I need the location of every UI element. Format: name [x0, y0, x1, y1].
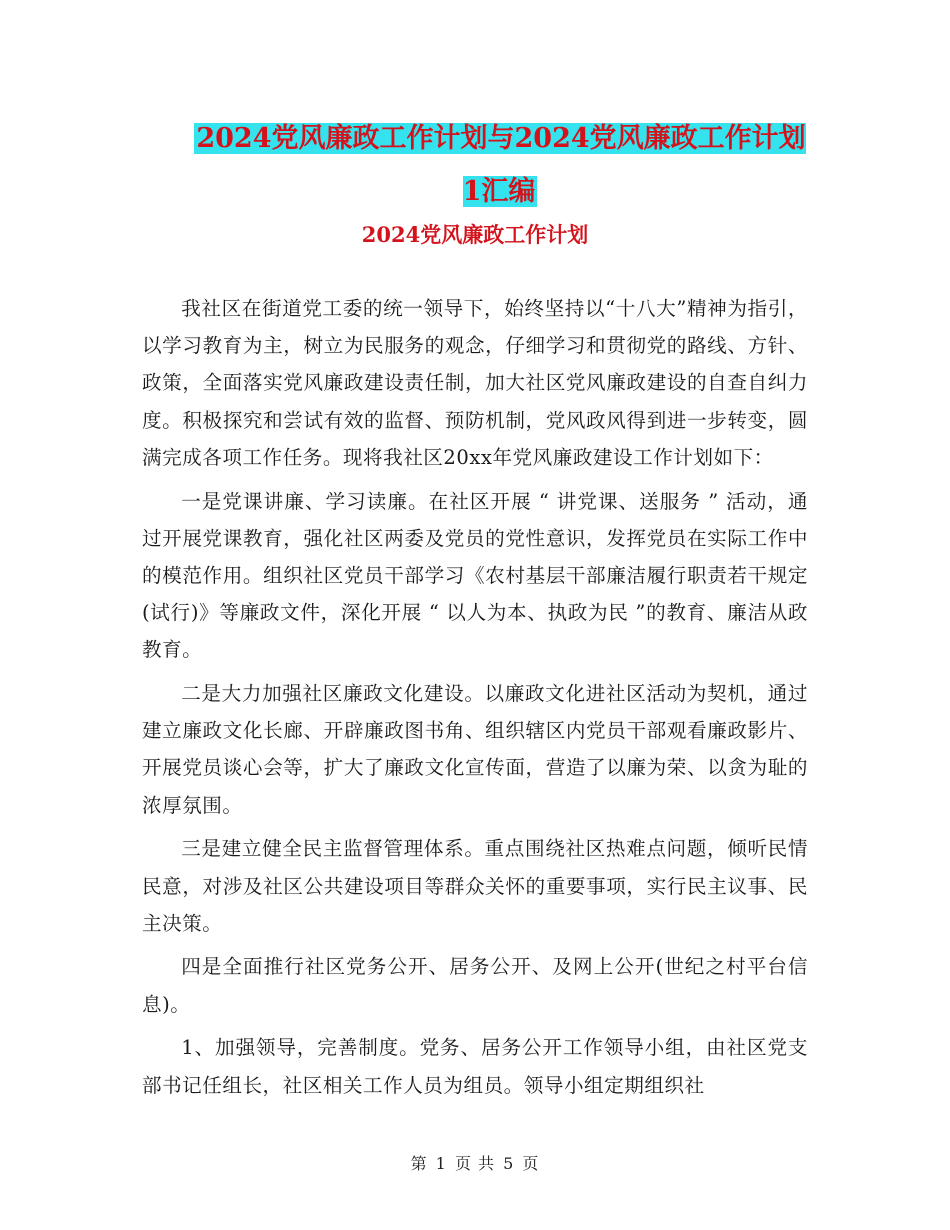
- paragraph-item-3: 三是建立健全民主监督管理体系。重点围绕社区热难点问题，倾听民情民意，对涉及社区公共建设项目等群众关怀的重要事项，实行民主议事、民主决策。: [142, 837, 808, 935]
- document-body: [142, 290, 808, 1104]
- document-title-text: 2024党风廉政工作计划与2024党风廉政工作计划1汇编: [196, 123, 806, 207]
- paragraph-subitem-1: 1、加强领导，完善制度。党务、居务公开工作领导小组，由社区党支部书记任组长，社区相关工作人员为组员。领导小组定期组织社: [142, 1036, 808, 1097]
- paragraph-intro: 我社区在街道党工委的统一领导下，始终坚持以“十八大”精神为指引，以学习教育为主，树立为民服务的观念，仔细学习和贯彻党的路线、方针、政策，全面落实党风廉政建设责任制，加大社区党风廉政建设的自查自纠力度。积极探究和尝试有效的监督、预防机制，党风政风得到进一步转变，圆满完成各项工作任务。现将我社区20xx年党风廉政建设工作计划如下：: [142, 297, 808, 469]
- footer-page-prefix: 第: [410, 1154, 428, 1173]
- footer-page-current: 1: [435, 1154, 447, 1173]
- footer-page-suffix: 页: [522, 1154, 540, 1173]
- document-title: [185, 112, 815, 218]
- paragraph-item-2: 二是大力加强社区廉政文化建设。以廉政文化进社区活动为契机，通过建立廉政文化长廊、开辟廉政图书角、组织辖区内党员干部观看廉政影片、开展党员谈心会等，扩大了廉政文化宣传面，营造了以廉为荣、以贪为耻的浓厚氛围。: [142, 682, 808, 817]
- paragraph-item-4: 四是全面推行社区党务公开、居务公开、及网上公开(世纪之村平台信息)。: [142, 955, 808, 1016]
- page-footer: [0, 1152, 950, 1176]
- footer-page-mid: 页 共: [454, 1154, 496, 1173]
- paragraph-item-1: 一是党课讲廉、学习读廉。在社区开展 “ 讲党课、送服务 ” 活动，通过开展党课教育，强化社区两委及党员的党性意识，发挥党员在实际工作中的模范作用。组织社区党员干部学习《农村基层干部廉洁履行职责若干规定(试行)》等廉政文件，深化开展 “ 以人为本、执政为民 ”的教育、廉洁从政教育。: [142, 489, 808, 662]
- section-title: 2024党风廉政工作计划: [361, 222, 589, 247]
- footer-page-total: 5: [503, 1154, 515, 1173]
